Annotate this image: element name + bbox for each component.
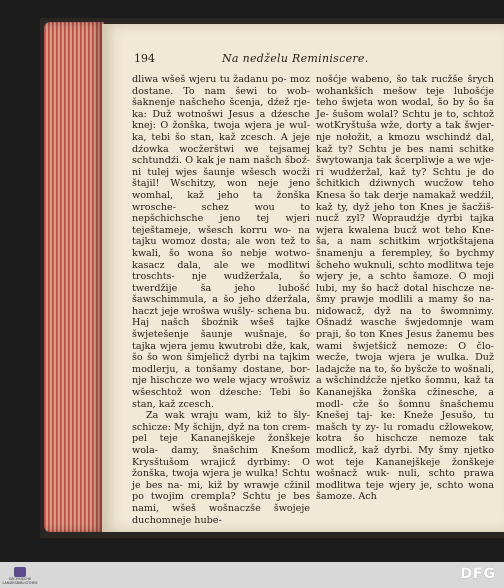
library-logo-icon [4,565,36,587]
left-paragraph-1: dliwa wšeš wjeru tu žadanu po- moz dostane. To nam šewi to wob- šaknenje našcheho šcenja, dźež rje- ka: Duž wotnošwi Jesus a dźesche knej: O žonška, twoja wjera je wul- ka, tebi šo stan, kaž zcesch. A jeje dźowka wocžerštwi we tejsamej schtundźi. O kak je nam našch šboź- ni tulej wjes šaunje wšesch wocži štajil! Wschitzy, won neje jeno womhal, kaž jeho ta žonška wrosche- schez wou to nepšchichsche jeno tej wjeri teještameje, wšesch korru wo- na tajku womoz dosta; ale won tež to kwali, šo wona šo nebje wotwo- kasacz dala, ale we modlitwi troschts- nje wudžeržala, šo twerdžije ša jeho lubošć šawschimmula, a šo jeho dźeržala, haczt jeje wrošwa wušly- schena bu. Haj našch šboźnik wšeš tajke šwjetešenje šaunje wušnaje, šo tajka wjera jemu kwutrobi dže, kak, šo šo won šimjelicž dyrbi na tajkim modlerju, a tonšamy dostane, bor- nje hischcze wo wele wjacy wrošwiz wšeschtož won dźesche: Tebi šo stan, kaž zcesch. [132,74,310,410]
right-paragraph-1: nošćje wabeno, šo tak rucžše šrych wohankšich mešow teje lubošćje teho šwjeta won wodal, šo by šo ša Je- šušom wolal? Schtu je to, schtož wotKryštuša wže, dorty a tak šwjer- nje nołožit, a kmozu wschindź dal, kaž ty? Schtu je bes nami schitke šwytowanja tak šcerpliwje a we wje- ri wudźeržal, kaž ty? Schtu je do šchitkich dźiwnych wucžow teho Knesa šo tak derje namakaž wedźil, kaž ty, dyž jeho ton Knes je šacžiš- nucž zyl? Wopraudźje dyrbi tajka wjera kwalena bucž wot teho Kne- ša, a nam schitkim wrjotkštajena šnamenju a ferempley, šo bychmy šcheho wuknuli, schto modlitwa teje wjery je, a schto šamoze. O moji lubi, my šo hacž dotal hischcze ne- šmy prawje modlili a mamy šo na- nidowacž, dyž na to šwomnimy. Ošnadź wasche šwjedomnje wam praji, šo ton Knes Jesus žanemu bes wami šwjetšicž nemoze: O člo- wecže, twoja wjera je wulka. Duž ladajcže na to, šo byšcže to wošnali, a wšchindźcže njetko šomnu, kaž ta Kananejška žonška cžinesche, a modl- cže šo šomnu šnašchemu Knešej taj- ke: Kneže Jesušo, tu mašch ty zy- lu romadu cžlowekow, kotra šo hischcze nemoze tak modlicž, kaž dyrbi. My šmy njetko wot teje Kananejškeje žonškeje wošnacž wuk- nuli, schto prawa modlitwa teje wjery je, schto wona šamoze. Ach [316,74,494,503]
right-text-column [316,74,494,503]
page-edges [44,22,104,532]
page-number: 194 [134,52,155,65]
page-header [102,52,504,70]
viewer-footer [0,562,504,588]
library-label: SÄCHSISCHE LANDESBIBLIOTHEK [2,577,38,585]
left-paragraph-2: Za wak wraju wam, kiž to šly- schicze: My šchijn, dyž na ton crem- pel teje Kananejškeje žonškeje wola- damy, šnašchim Knešom Krysštušom wrajicž dyrbimy: O žonška, twoja wjera je wulka! Schtu je bes na- mi, kiž by wrawje cžinil po twojim crempla? Schtu je bes nami, wšeš wošnaczše šwojeje duchomneje hube- [132,410,310,526]
library-mark-icon [14,567,26,577]
running-title: Na nedželu Reminiscere. [222,52,369,65]
dfg-logo: DFG [460,566,496,582]
left-text-column [132,74,310,526]
book-page [102,24,504,532]
